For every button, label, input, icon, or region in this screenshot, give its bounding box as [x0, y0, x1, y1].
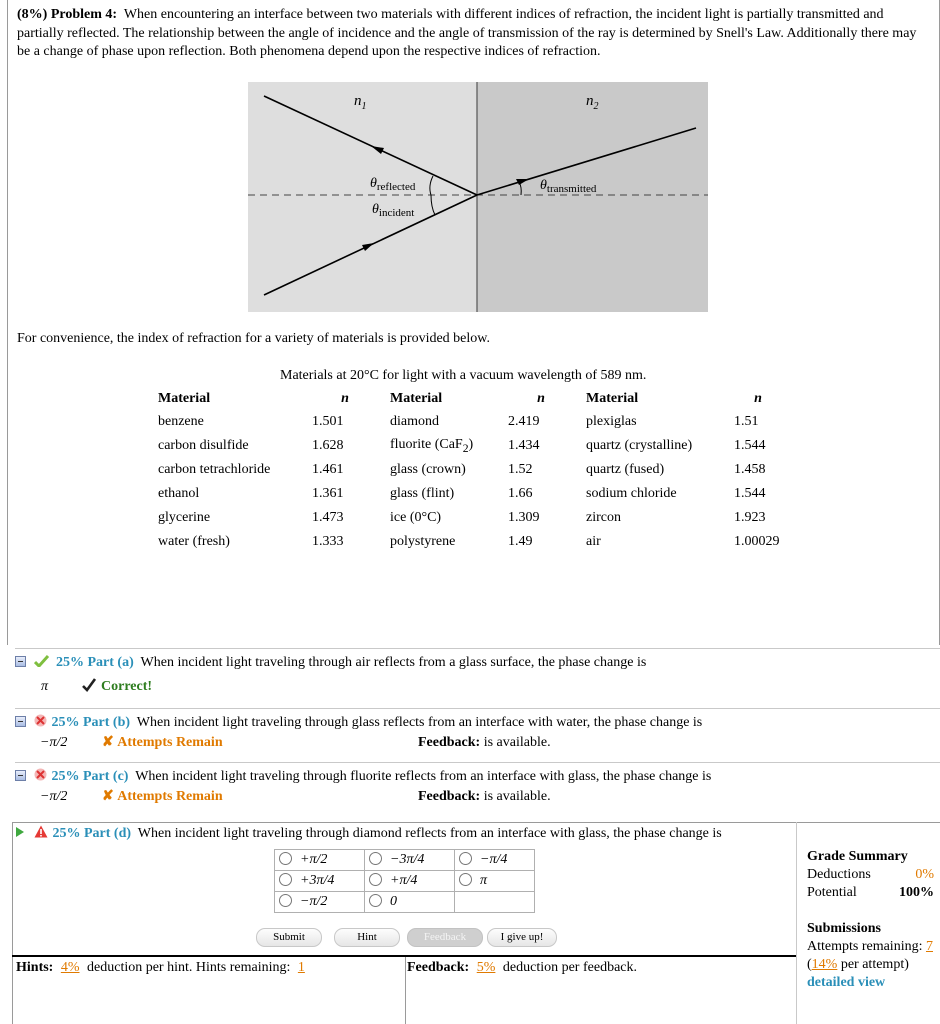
part-b-question: When incident light traveling through glass reflects from an interface with water, the phase change is	[136, 715, 703, 730]
table-cell: carbon disulfide	[158, 438, 249, 453]
part-d-header	[16, 824, 722, 844]
table-cell: 1.923	[734, 510, 766, 525]
n1-label: $n_1$	[354, 93, 367, 112]
n2-label: $n_2$	[586, 93, 599, 112]
table-row	[152, 410, 788, 434]
table-cell: 1.00029	[734, 534, 780, 549]
feedback-info: Feedback: 5% deduction per feedback.	[407, 960, 637, 975]
option[interactable]: 0	[365, 892, 455, 913]
radio-button[interactable]	[369, 894, 382, 907]
radio-button[interactable]	[279, 894, 292, 907]
part-a-question: When incident light traveling through air reflects from a glass surface, the phase change is	[140, 655, 647, 670]
problem-heading: (8%) Problem 4:	[17, 7, 118, 22]
table-cell: sodium chloride	[586, 486, 677, 501]
hints-feedback-divider	[405, 957, 406, 1024]
checkmark-icon	[34, 655, 49, 667]
radio-button[interactable]	[279, 873, 292, 886]
x-icon: ✘	[102, 789, 114, 804]
table-cell: 1.461	[312, 462, 344, 477]
part-d-percent: 25% Part (d)	[52, 826, 132, 841]
collapse-icon[interactable]	[15, 656, 26, 667]
header-material: Material	[158, 391, 211, 406]
table-cell: 1.51	[734, 414, 759, 429]
table-cell: 1.49	[508, 534, 533, 549]
table-cell: 1.544	[734, 486, 766, 501]
table-cell: 1.52	[508, 462, 533, 477]
option[interactable]: −3π/4	[365, 850, 455, 871]
option-empty	[455, 892, 535, 913]
table-cell: 1.333	[312, 534, 344, 549]
part-a	[15, 648, 940, 706]
part-a-header	[15, 653, 646, 673]
part-b-status: ✘ Attempts Remain	[102, 735, 223, 750]
collapse-icon[interactable]	[15, 716, 26, 727]
table-caption: Materials at 20°C for light with a vacuum wavelength of 589 nm.	[280, 368, 647, 383]
expand-triangle-icon[interactable]	[16, 827, 24, 837]
check-icon	[81, 678, 97, 692]
table-cell: air	[586, 534, 601, 549]
table-cell: 1.628	[312, 438, 344, 453]
per-attempt: (14% per attempt)	[807, 957, 909, 972]
medium-2-region	[477, 82, 708, 312]
part-c-status: ✘ Attempts Remain	[102, 789, 223, 804]
deductions-value: 0%	[915, 867, 934, 882]
option[interactable]: +π/4	[365, 871, 455, 892]
table-cell: 1.66	[508, 486, 533, 501]
table-cell: glass (crown)	[390, 462, 466, 477]
side-divider	[796, 822, 797, 1024]
incorrect-icon	[34, 714, 47, 727]
medium-1-region	[248, 82, 477, 312]
refractive-index-table	[152, 388, 788, 554]
option[interactable]: +3π/4	[275, 871, 365, 892]
submissions	[807, 920, 933, 992]
deductions-row: Deductions 0%	[807, 867, 934, 882]
incorrect-icon	[34, 768, 47, 781]
option[interactable]: π	[455, 871, 535, 892]
table-cell: polystyrene	[390, 534, 456, 549]
hints-info: Hints: 4% deduction per hint. Hints remaining: 1	[16, 960, 309, 976]
part-a-answer: π	[41, 679, 49, 694]
problem-body: When encountering an interface between two materials with different indices of refraction, the incident light is partially transmitted and partially reflected. The relationship between the angle of incidence and the angle of transmission of the ray is determined by Snell's Law. Additionally there may be a change of phase upon reflection. Both phenomena depend upon the respective indices of refraction.	[17, 7, 917, 59]
header-material: Material	[586, 391, 639, 406]
table-cell: 1.501	[312, 414, 344, 429]
part-b-percent: 25% Part (b)	[51, 715, 131, 730]
hint-button[interactable]: Hint	[334, 928, 400, 947]
table-cell: carbon tetrachloride	[158, 462, 271, 477]
table-cell: 1.473	[312, 510, 344, 525]
theta-reflected-label: $\theta_{reflected}$	[370, 176, 416, 193]
hint-deduction: 4%	[60, 960, 80, 975]
grade-summary-title: Grade Summary	[807, 849, 908, 864]
theta-transmitted-label: $\theta_{transmitted}$	[540, 178, 597, 195]
part-c-question: When incident light traveling through fluorite reflects from an interface with glass, the phase change is	[135, 769, 712, 784]
table-cell: 1.309	[508, 510, 540, 525]
header-n: n	[754, 391, 762, 406]
table-header-row	[152, 388, 788, 410]
potential-value: 100%	[899, 885, 934, 900]
radio-button[interactable]	[369, 873, 382, 886]
table-cell: ice (0°C)	[390, 510, 442, 525]
option[interactable]: −π/4	[455, 850, 535, 871]
part-c-header	[15, 767, 711, 787]
give-up-button[interactable]: I give up!	[487, 928, 557, 947]
part-b-feedback: Feedback: is available.	[418, 735, 551, 750]
attempts-remaining: Attempts remaining: 7	[807, 939, 933, 954]
answer-options	[274, 849, 535, 913]
part-a-percent: 25% Part (a)	[56, 655, 134, 670]
part-d-question: When incident light traveling through diamond reflects from an interface with glass, the phase change is	[137, 826, 722, 841]
potential-row: Potential 100%	[807, 885, 934, 900]
feedback-deduction: 5%	[476, 960, 496, 975]
table-cell: ethanol	[158, 486, 200, 501]
table-cell	[384, 434, 502, 458]
table-cell: zircon	[586, 510, 621, 525]
table-row	[152, 434, 788, 458]
options-row	[275, 850, 535, 871]
table-cell: 2.419	[508, 414, 540, 429]
table-cell: 1.361	[312, 486, 344, 501]
convenience-note: For convenience, the index of refraction for a variety of materials is provided below.	[17, 331, 490, 346]
fluorite-close: )	[468, 437, 474, 453]
radio-button[interactable]	[279, 852, 292, 865]
table-cell: benzene	[158, 414, 204, 429]
part-c	[15, 762, 940, 820]
theta-incident-label: $\theta_{incident}$	[372, 202, 415, 219]
hints-remaining: 1	[297, 960, 305, 975]
header-n: n	[537, 391, 545, 406]
fluorite-subscript: 2	[462, 441, 469, 455]
table-cell: 1.458	[734, 462, 766, 477]
detailed-view-link[interactable]: detailed view	[807, 975, 886, 990]
table-cell: 1.434	[508, 438, 540, 453]
warning-icon	[34, 825, 48, 838]
part-a-status: Correct!	[81, 677, 152, 697]
table-row	[152, 458, 788, 482]
radio-button[interactable]	[459, 873, 472, 886]
table-cell: diamond	[390, 414, 439, 429]
part-c-answer: −π/2	[40, 789, 68, 804]
header-n: n	[341, 391, 349, 406]
table-cell: glycerine	[158, 510, 211, 525]
fluorite-label: fluorite (CaF	[390, 437, 463, 453]
hints-divider	[12, 955, 796, 957]
table-cell: quartz (fused)	[586, 462, 665, 477]
submit-button[interactable]: Submit	[256, 928, 322, 947]
table-cell: glass (flint)	[390, 486, 455, 501]
table-row	[152, 530, 788, 554]
x-icon: ✘	[102, 735, 114, 750]
submissions-title: Submissions	[807, 921, 881, 936]
collapse-icon[interactable]	[15, 770, 26, 781]
part-c-percent: 25% Part (c)	[51, 769, 129, 784]
options-row	[275, 892, 535, 913]
table-row	[152, 506, 788, 530]
header-material: Material	[390, 391, 443, 406]
radio-button[interactable]	[369, 852, 382, 865]
refraction-diagram	[248, 82, 708, 312]
option[interactable]: +π/2	[275, 850, 365, 871]
part-b	[15, 708, 940, 762]
grade-summary	[807, 848, 934, 902]
feedback-button: Feedback	[407, 928, 483, 947]
table-row	[152, 482, 788, 506]
table-cell: 1.544	[734, 438, 766, 453]
table-cell: plexiglas	[586, 414, 637, 429]
part-c-feedback: Feedback: is available.	[418, 789, 551, 804]
table-cell: water (fresh)	[158, 534, 230, 549]
part-b-answer: −π/2	[40, 735, 68, 750]
options-row	[275, 871, 535, 892]
part-b-header	[15, 713, 702, 733]
table-cell: quartz (crystalline)	[586, 438, 693, 453]
option[interactable]: −π/2	[275, 892, 365, 913]
radio-button[interactable]	[459, 852, 472, 865]
problem-statement	[17, 6, 933, 62]
